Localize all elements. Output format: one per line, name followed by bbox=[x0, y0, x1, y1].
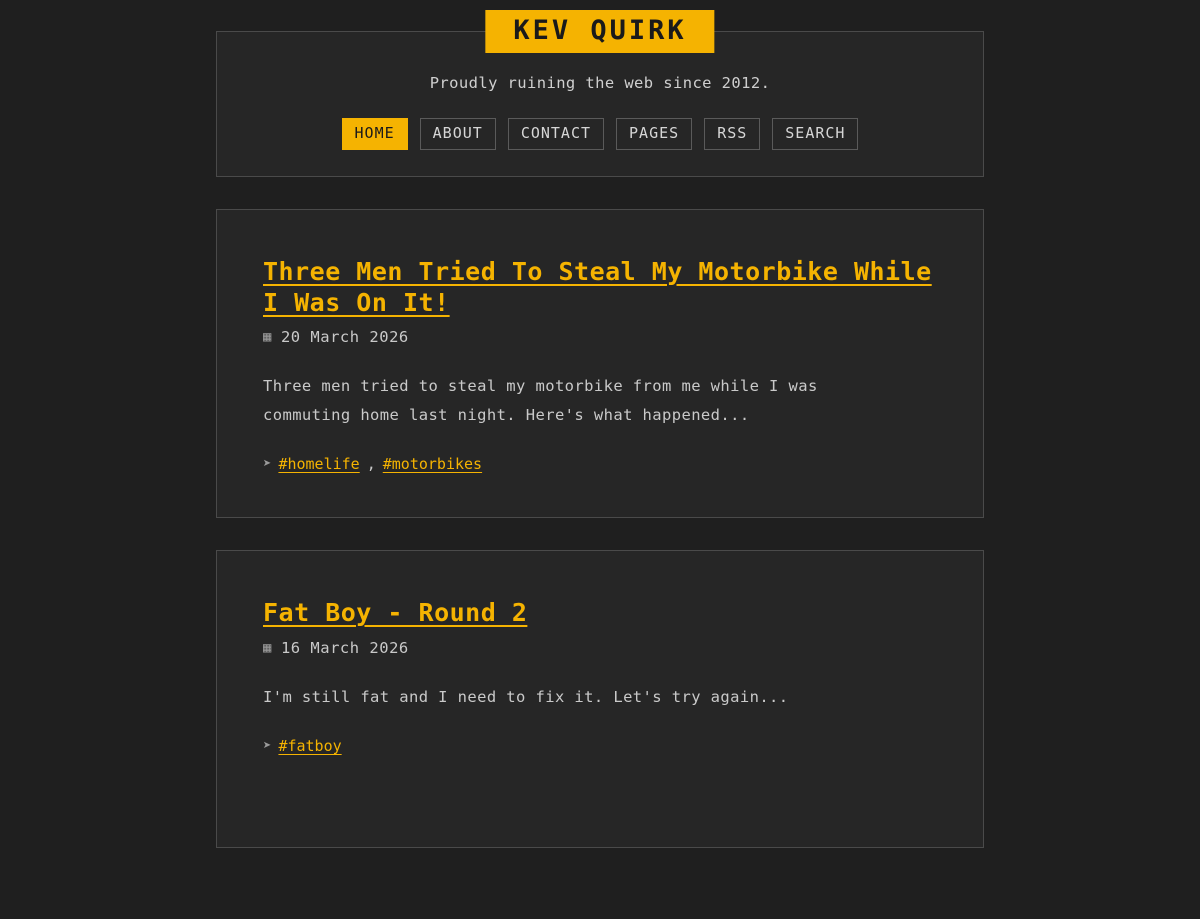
site-title: KEV QUIRK bbox=[485, 10, 714, 53]
nav-item-rss[interactable]: RSS bbox=[704, 118, 760, 150]
calendar-icon: ▦ bbox=[263, 639, 272, 656]
post-tag-link[interactable]: #homelife bbox=[278, 455, 360, 474]
post-excerpt: I'm still fat and I need to fix it. Let's try again... bbox=[263, 687, 789, 706]
post-title-link[interactable]: Fat Boy - Round 2 bbox=[263, 598, 528, 628]
site-header bbox=[216, 15, 984, 177]
nav-item-home[interactable]: HOME bbox=[342, 118, 408, 150]
content-wrapper bbox=[216, 15, 984, 848]
nav-item-search[interactable]: SEARCH bbox=[772, 118, 858, 150]
post-title-link[interactable]: Three Men Tried To Steal My Motorbike While I Was On It! bbox=[263, 256, 932, 317]
post-meta bbox=[263, 328, 937, 346]
tag-separator: , bbox=[366, 455, 376, 474]
post-title bbox=[263, 597, 937, 628]
nav-item-contact[interactable]: CONTACT bbox=[508, 118, 604, 150]
post-card bbox=[216, 209, 984, 519]
post-card bbox=[216, 550, 984, 848]
post-excerpt: Three men tried to steal my motorbike from me while I was commuting home last night. Here's what happened... bbox=[263, 377, 818, 424]
post-date: 16 March 2026 bbox=[280, 638, 409, 657]
post-tags bbox=[263, 737, 937, 755]
post-tag-link[interactable]: #motorbikes bbox=[382, 455, 483, 474]
post-title bbox=[263, 256, 937, 319]
post-date: 20 March 2026 bbox=[280, 328, 409, 346]
tag-icon: ➤ bbox=[263, 456, 272, 473]
tag-icon: ➤ bbox=[263, 738, 272, 755]
post-tag-link[interactable]: #fatboy bbox=[278, 737, 342, 756]
post-tags bbox=[263, 455, 937, 473]
nav-item-pages[interactable]: PAGES bbox=[616, 118, 692, 150]
site-tagline: Proudly ruining the web since 2012. bbox=[429, 74, 771, 92]
main-navigation bbox=[237, 118, 963, 150]
nav-item-about[interactable]: ABOUT bbox=[420, 118, 496, 150]
calendar-icon: ▦ bbox=[263, 329, 272, 345]
post-meta bbox=[263, 639, 937, 657]
